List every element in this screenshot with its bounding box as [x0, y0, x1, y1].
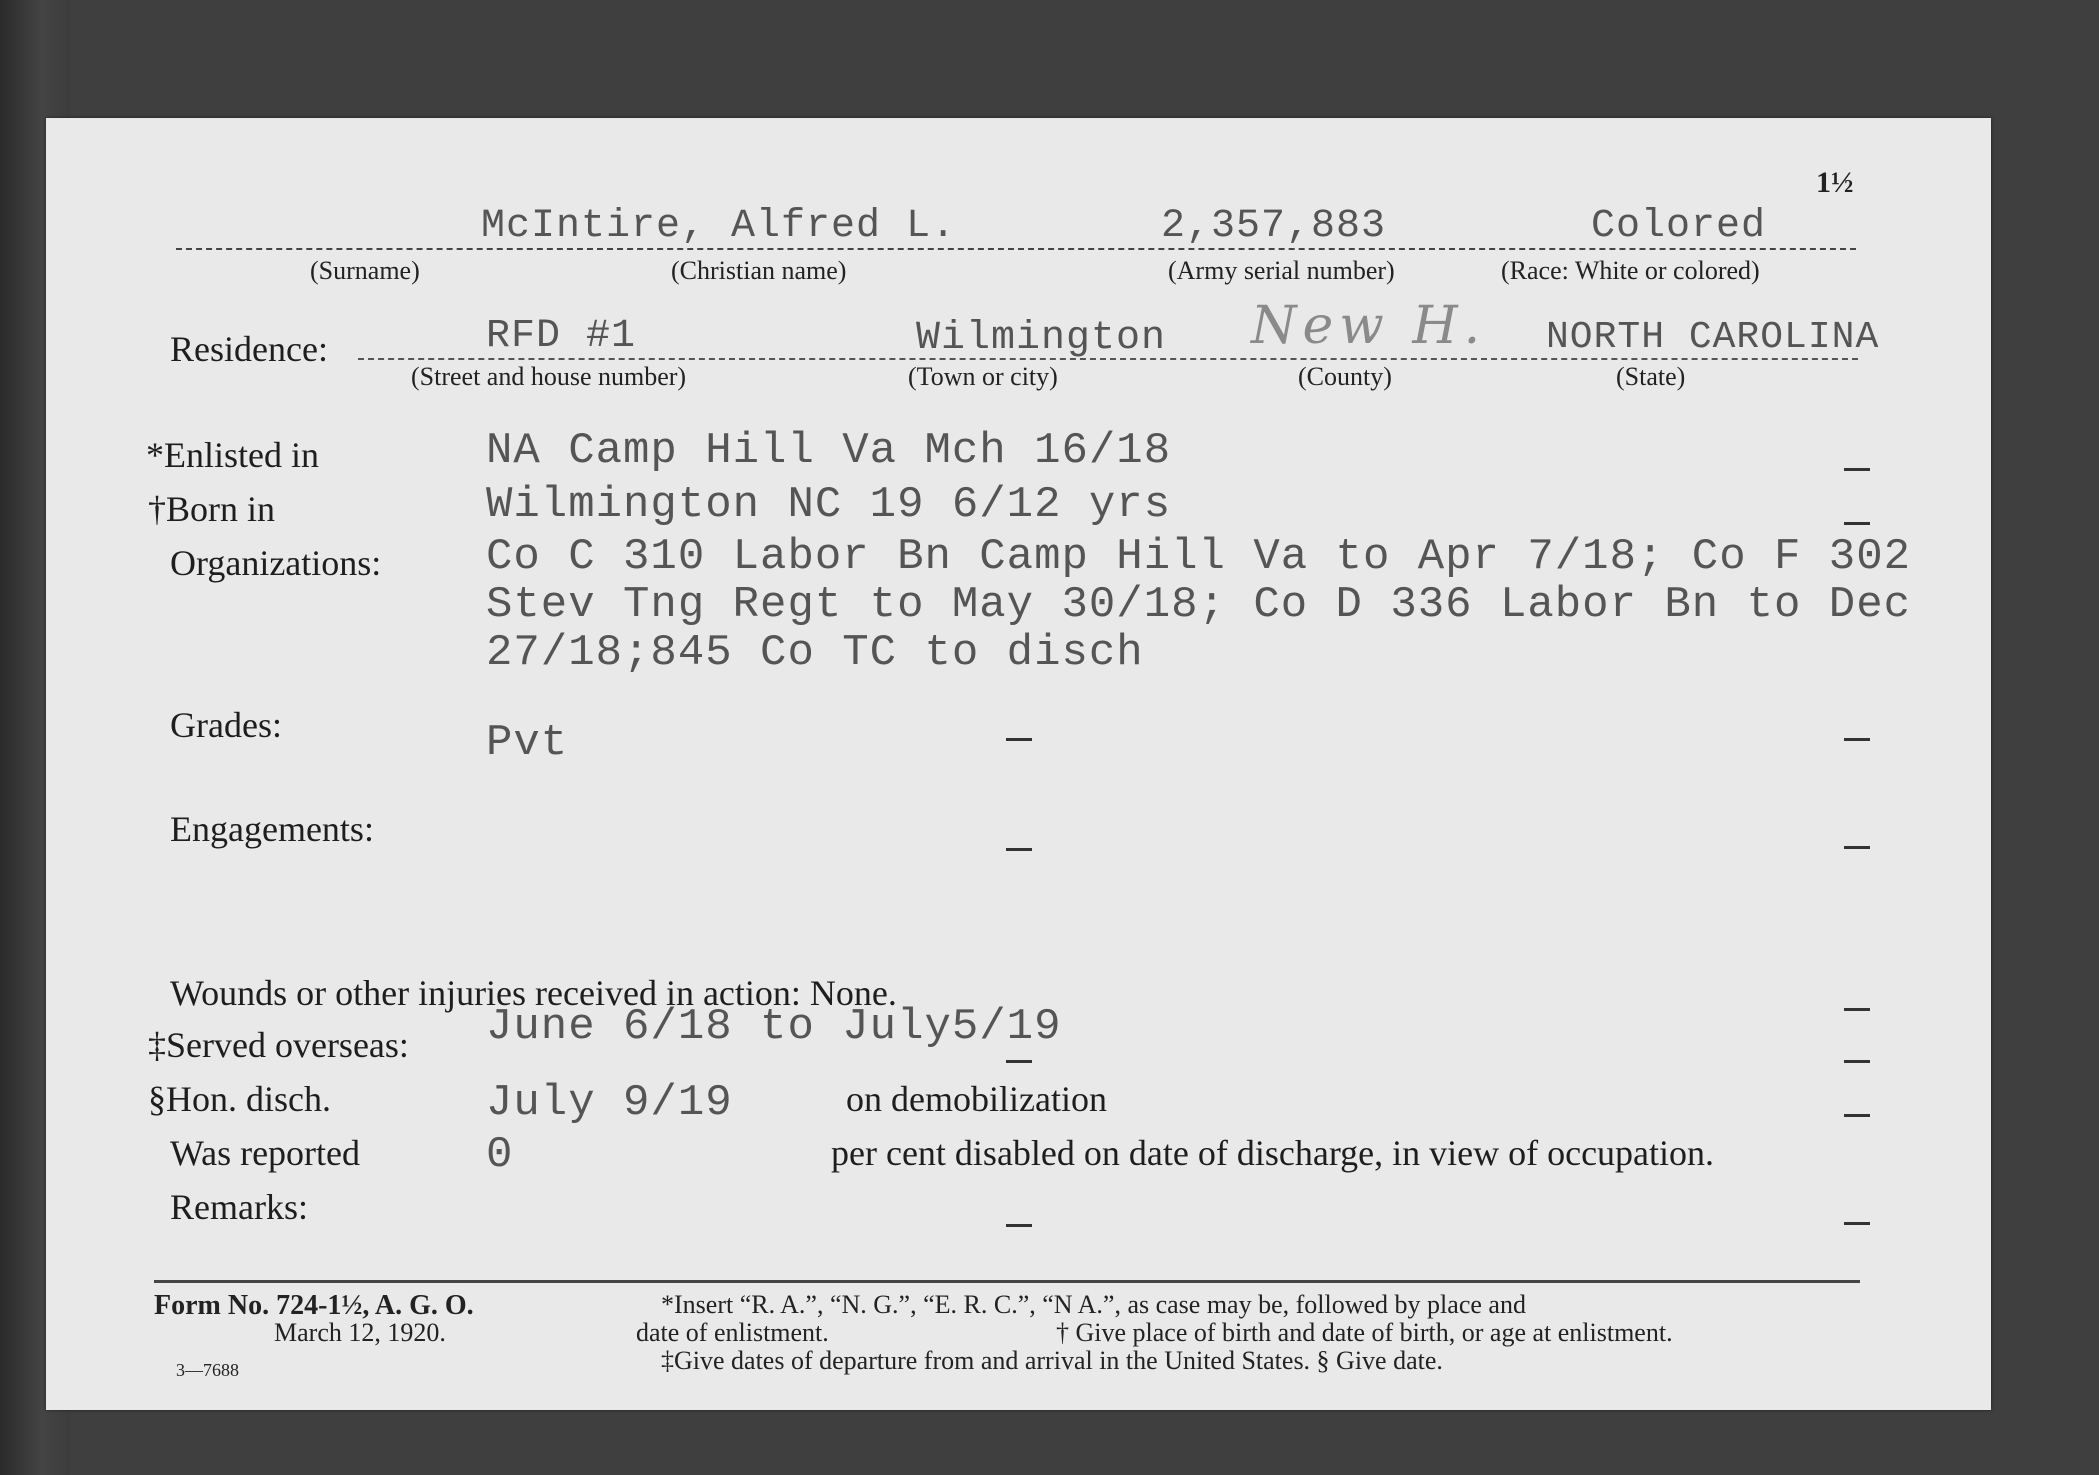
- print-code: 3—7688: [176, 1360, 239, 1380]
- overseas-value: June 6/18 to July5/19: [486, 1002, 1062, 1052]
- residence-county-handwritten: New H.: [1251, 296, 1487, 356]
- footnote-enlistment: *Insert “R. A.”, “N. G.”, “E. R. C.”, “N A.”, as case may be, followed by place and: [661, 1290, 1526, 1319]
- engagements-mid-mark: [1006, 848, 1032, 851]
- footnote-enlistment-cont: date of enlistment.: [636, 1318, 829, 1347]
- grades-end-mark: [1844, 738, 1870, 741]
- enlisted-end-mark: [1844, 468, 1870, 471]
- caption-state: (State): [1616, 362, 1686, 391]
- grades-value: Pvt: [486, 718, 569, 768]
- remarks-mid-mark: [1006, 1224, 1032, 1227]
- discharge-label: §Hon. disch.: [148, 1079, 331, 1119]
- form-number: Form No. 724-1½, A. G. O.: [154, 1290, 474, 1321]
- residence-state: NORTH CAROLINA: [1546, 316, 1880, 359]
- remarks-end-mark: [1844, 1222, 1870, 1225]
- army-serial-number: 2,357,883: [1161, 204, 1387, 249]
- born-value: Wilmington NC 19 6/12 yrs: [486, 480, 1172, 530]
- enlisted-label: *Enlisted in: [146, 435, 319, 475]
- caption-town: (Town or city): [908, 362, 1058, 391]
- caption-race: (Race: White or colored): [1501, 256, 1760, 285]
- footnote-birth: † Give place of birth and date of birth, or age at enlistment.: [1056, 1318, 1673, 1347]
- overseas-label: ‡Served overseas:: [148, 1025, 409, 1065]
- reported-percent-value: 0: [486, 1130, 514, 1180]
- overseas-end-mark: [1844, 1060, 1870, 1063]
- overseas-mid-mark: [1006, 1060, 1032, 1063]
- footnote-overseas-discharge: ‡Give dates of departure from and arrival in the United States. § Give date.: [661, 1346, 1443, 1375]
- discharge-reason: on demobilization: [846, 1079, 1107, 1119]
- engagements-end-mark: [1844, 846, 1870, 849]
- caption-christian-name: (Christian name): [671, 256, 847, 285]
- residence-town: Wilmington: [916, 316, 1167, 361]
- engagements-label: Engagements:: [170, 809, 374, 849]
- residence-street: RFD #1: [486, 314, 637, 359]
- form-date: March 12, 1920.: [274, 1318, 446, 1347]
- organizations-line-2: Stev Tng Regt to May 30/18; Co D 336 Labor Bn to Dec: [486, 580, 1912, 630]
- caption-serial-number: (Army serial number): [1168, 256, 1395, 285]
- discharge-value: July 9/19: [486, 1078, 733, 1128]
- wounds-end-mark: [1844, 1008, 1870, 1011]
- service-record-card: [46, 118, 1991, 1410]
- organizations-line-1: Co C 310 Labor Bn Camp Hill Va to Apr 7/18; Co F 302: [486, 532, 1912, 582]
- race-value: Colored: [1591, 204, 1767, 249]
- footer-rule: [154, 1280, 1860, 1283]
- wounds-label: Wounds or other injuries received in action: None.: [170, 973, 897, 1013]
- card-corner-number: 1½: [1816, 166, 1854, 199]
- caption-surname: (Surname): [310, 256, 420, 285]
- born-label: †Born in: [148, 489, 276, 529]
- reported-disability-text: per cent disabled on date of discharge, in view of occupation.: [831, 1133, 1715, 1173]
- residence-label: Residence:: [170, 329, 328, 369]
- soldier-name: McIntire, Alfred L.: [481, 204, 957, 249]
- organizations-label: Organizations:: [170, 543, 382, 583]
- discharge-end-mark: [1844, 1114, 1870, 1117]
- remarks-label: Remarks:: [170, 1187, 308, 1227]
- caption-county: (County): [1298, 362, 1392, 391]
- enlisted-value: NA Camp Hill Va Mch 16/18: [486, 426, 1172, 476]
- organizations-line-3: 27/18;845 Co TC to disch: [486, 628, 1144, 678]
- grades-mid-mark: [1006, 738, 1032, 741]
- born-end-mark: [1844, 522, 1870, 525]
- grades-label: Grades:: [170, 705, 282, 745]
- caption-street: (Street and house number): [411, 362, 687, 391]
- reported-label: Was reported: [170, 1133, 361, 1173]
